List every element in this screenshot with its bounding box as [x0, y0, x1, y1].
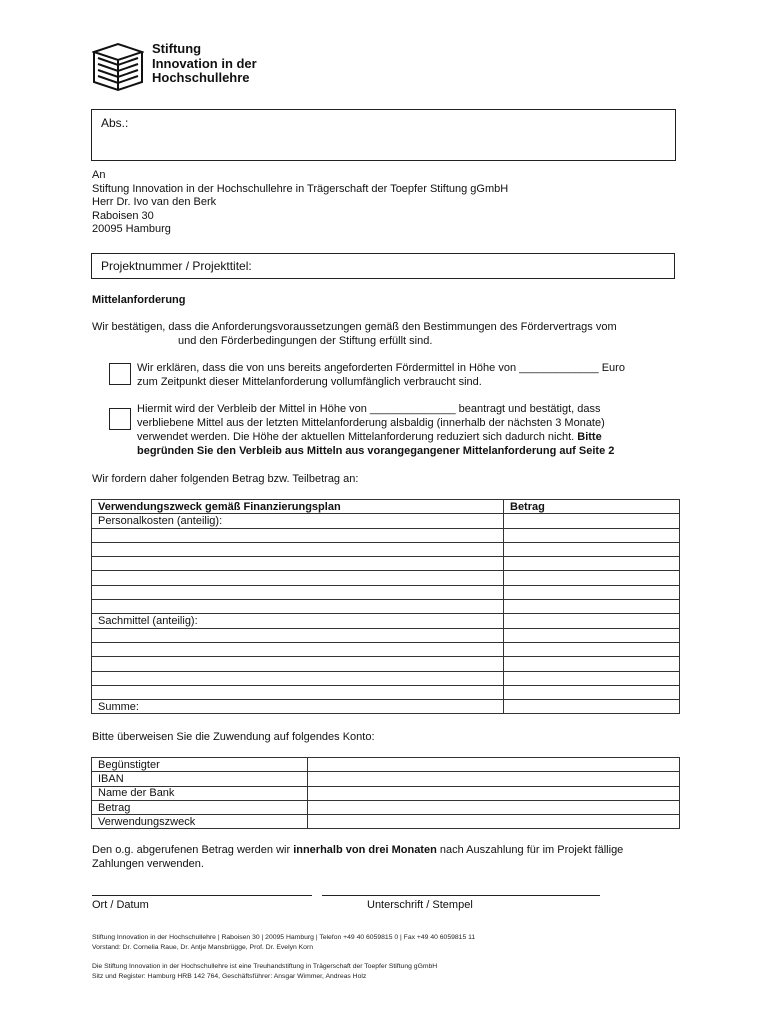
- logo-cube-icon: [92, 42, 144, 92]
- request-intro: Wir fordern daher folgenden Betrag bzw. Teilbetrag an:: [92, 473, 359, 485]
- footer-contact: [92, 933, 475, 952]
- purpose-cell[interactable]: [92, 571, 504, 585]
- account-table-row: [92, 815, 680, 829]
- funding-table-row: [92, 657, 680, 671]
- section-title: Mittelanforderung: [92, 294, 186, 306]
- purpose-cell[interactable]: [92, 657, 504, 671]
- option-2-line-2: verbliebene Mittel aus der letzten Mittelanforderung alsbaldig (innerhalb der nächsten 3 Monate): [137, 417, 605, 429]
- address-an: An: [92, 169, 106, 181]
- amount-cell[interactable]: [504, 700, 680, 714]
- account-value-cell[interactable]: [308, 772, 680, 786]
- amount-cell[interactable]: [504, 542, 680, 556]
- footer-line-3: Die Stiftung Innovation in der Hochschullehre ist eine Treuhandstiftung in Trägerschaft der Toepfer Stiftung gGmbH: [92, 963, 438, 970]
- amount-cell[interactable]: [504, 528, 680, 542]
- recipient-address: [92, 169, 508, 237]
- amount-cell[interactable]: [504, 657, 680, 671]
- option-1-line-1: Wir erklären, dass die von uns bereits angeforderten Fördermittel in Höhe von _____________ Euro: [137, 362, 625, 374]
- payment-note: [92, 843, 682, 871]
- logo-line-3: Hochschullehre: [152, 70, 250, 85]
- account-table: [91, 757, 680, 829]
- header-amount: Betrag: [504, 500, 680, 514]
- funding-table-row: [92, 571, 680, 585]
- address-street: Raboisen 30: [92, 209, 154, 222]
- purpose-cell[interactable]: [92, 528, 504, 542]
- account-label-cell: Betrag: [92, 800, 308, 814]
- date-line[interactable]: [92, 895, 312, 896]
- logo-wordmark: [152, 42, 257, 86]
- header-purpose: Verwendungszweck gemäß Finanzierungsplan: [92, 500, 504, 514]
- funding-table-row: [92, 614, 680, 628]
- confirmation-line-2: und den Förderbedingungen der Stiftung erfüllt sind.: [178, 335, 433, 347]
- account-table-row: [92, 800, 680, 814]
- amount-cell[interactable]: [504, 585, 680, 599]
- option-2-line-1: Hiermit wird der Verbleib der Mittel in Höhe von ______________ beantragt und bestätigt, dass: [137, 403, 601, 415]
- funding-table-row: [92, 642, 680, 656]
- footer-line-1: Stiftung Innovation in der Hochschullehre | Raboisen 30 | 20095 Hamburg | Telefon +49 40 6059815 0 | Fax +49 40 6059815 11: [92, 934, 476, 941]
- payment-note-d: Zahlungen verwenden.: [92, 858, 204, 870]
- payment-note-bold: innerhalb von drei Monaten: [293, 844, 437, 856]
- confirmation-text: [92, 320, 682, 348]
- footer-legal: [92, 962, 437, 981]
- signature-label: Unterschrift / Stempel: [367, 899, 473, 911]
- account-label-cell: Verwendungszweck: [92, 815, 308, 829]
- project-label: Projektnummer / Projekttitel:: [101, 259, 252, 273]
- purpose-cell[interactable]: [92, 642, 504, 656]
- amount-cell[interactable]: [504, 614, 680, 628]
- funding-table-row: [92, 514, 680, 528]
- purpose-cell[interactable]: Summe:: [92, 700, 504, 714]
- funding-table-row: [92, 528, 680, 542]
- signature-line[interactable]: [322, 895, 600, 896]
- amount-cell[interactable]: [504, 600, 680, 614]
- date-label: Ort / Datum: [92, 899, 149, 911]
- funding-table-row: [92, 671, 680, 685]
- payment-note-a: Den o.g. abgerufenen Betrag werden wir: [92, 844, 294, 856]
- option-2-line-3a: verwendet werden. Die Höhe der aktuellen Mittelanforderung reduziert sich dadurch nicht.: [137, 431, 575, 443]
- footer-line-4: Sitz und Register: Hamburg HRB 142 764, Geschäftsführer: Ansgar Wimmer, Andreas Holz: [92, 972, 367, 980]
- address-city: 20095 Hamburg: [92, 223, 171, 235]
- account-label-cell: Begünstigter: [92, 758, 308, 772]
- funding-table-row: [92, 557, 680, 571]
- account-label-cell: Name der Bank: [92, 786, 308, 800]
- purpose-cell[interactable]: [92, 685, 504, 699]
- footer-line-2: Vorstand: Dr. Cornelia Raue, Dr. Antje Mansbrügge, Prof. Dr. Evelyn Korn: [92, 943, 314, 951]
- funding-table-row: [92, 585, 680, 599]
- logo-line-1: Stiftung: [152, 41, 202, 56]
- amount-cell[interactable]: [504, 557, 680, 571]
- logo-line-2: Innovation in der: [152, 55, 257, 71]
- logo: [92, 42, 312, 92]
- amount-cell[interactable]: [504, 685, 680, 699]
- account-value-cell[interactable]: [308, 815, 680, 829]
- option-1-checkbox[interactable]: [109, 363, 131, 385]
- funding-table-row: [92, 542, 680, 556]
- payment-note-c: nach Auszahlung für im Projekt fällige: [436, 844, 624, 856]
- account-value-cell[interactable]: [308, 786, 680, 800]
- purpose-cell[interactable]: [92, 628, 504, 642]
- amount-cell[interactable]: [504, 671, 680, 685]
- address-org: Stiftung Innovation in der Hochschullehre in Trägerschaft der Toepfer Stiftung gGmbH: [92, 182, 509, 195]
- account-value-cell[interactable]: [308, 800, 680, 814]
- option-2-line-4: begründen Sie den Verbleib aus Mitteln aus vorangegangener Mittelanforderung auf Seite 2: [137, 445, 615, 457]
- purpose-cell[interactable]: [92, 542, 504, 556]
- project-field[interactable]: [91, 253, 675, 279]
- option-1-text: [137, 361, 679, 389]
- sender-label: Abs.:: [101, 116, 129, 130]
- account-label-cell: IBAN: [92, 772, 308, 786]
- amount-cell[interactable]: [504, 571, 680, 585]
- option-1-line-2: zum Zeitpunkt dieser Mittelanforderung vollumfänglich verbraucht sind.: [137, 376, 482, 388]
- purpose-cell[interactable]: [92, 671, 504, 685]
- purpose-cell[interactable]: Personalkosten (anteilig):: [92, 514, 504, 528]
- funding-table-row: [92, 600, 680, 614]
- purpose-cell[interactable]: [92, 600, 504, 614]
- funding-table-row: [92, 700, 680, 714]
- amount-cell[interactable]: [504, 514, 680, 528]
- purpose-cell[interactable]: Sachmittel (anteilig):: [92, 614, 504, 628]
- option-2-line-3: [137, 430, 679, 444]
- funding-table-header: [92, 500, 680, 514]
- address-person: Herr Dr. Ivo van den Berk: [92, 196, 217, 208]
- option-2-text: [137, 402, 679, 458]
- option-2-checkbox[interactable]: [109, 408, 131, 430]
- purpose-cell[interactable]: [92, 557, 504, 571]
- account-value-cell[interactable]: [308, 758, 680, 772]
- account-table-row: [92, 772, 680, 786]
- funding-table-row: [92, 628, 680, 642]
- account-table-row: [92, 786, 680, 800]
- confirmation-line-1: Wir bestätigen, dass die Anforderungsvoraussetzungen gemäß den Bestimmungen des Fördervertrags vom: [92, 321, 617, 333]
- funding-table: [91, 499, 680, 714]
- amount-cell[interactable]: [504, 628, 680, 642]
- sender-field[interactable]: [91, 109, 676, 161]
- amount-cell[interactable]: [504, 642, 680, 656]
- funding-table-row: [92, 685, 680, 699]
- purpose-cell[interactable]: [92, 585, 504, 599]
- option-2-line-3b: Bitte: [577, 431, 602, 443]
- account-table-row: [92, 758, 680, 772]
- transfer-intro: Bitte überweisen Sie die Zuwendung auf folgendes Konto:: [92, 731, 375, 743]
